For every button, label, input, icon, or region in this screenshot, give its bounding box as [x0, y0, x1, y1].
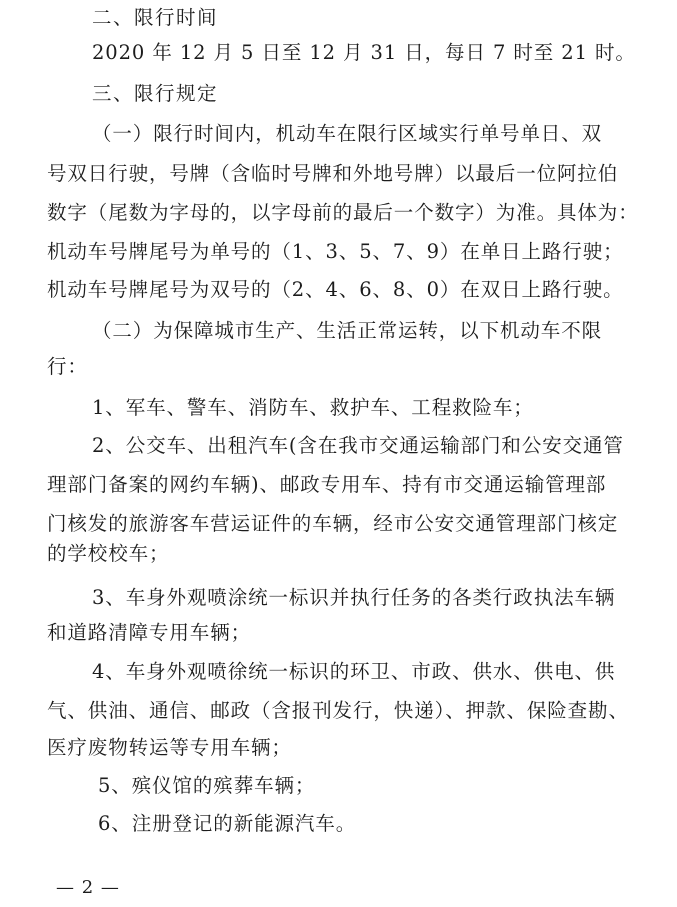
exemption-item-5: 5、殡仪馆的殡葬车辆； [98, 774, 316, 797]
exemption-item-2-line: 的学校校车； [47, 542, 170, 565]
exemption-intro-line: 行： [47, 355, 88, 378]
exemption-item-4-line: 4、车身外观喷徐统一标识的环卫、市政、供水、供电、供 [92, 660, 616, 683]
exemption-item-3-line: 3、车身外观喷涂统一标识并执行任务的各类行政执法车辆 [92, 586, 616, 609]
rule-paragraph-line: 数字（尾数为字母的，以字母前的最后一个数字）为准。具体为： [47, 201, 639, 224]
rule-paragraph-line: 号双日行驶，号牌（含临时号牌和外地号牌）以最后一位阿拉伯 [47, 162, 619, 185]
exemption-item-2-line: 2、公交车、出租汽车(含在我市交通运输部门和公安交通管 [92, 434, 624, 457]
exemption-item-2-line: 门核发的旅游客车营运证件的车辆，经市公安交通管理部门核定 [47, 512, 619, 535]
section-heading-limit-rules: 三、限行规定 [92, 82, 219, 105]
exemption-item-1: 1、军车、警车、消防车、救护车、工程救险车； [92, 396, 534, 419]
section-heading-limit-time: 二、限行时间 [92, 6, 219, 29]
rule-paragraph-line: （一）限行时间内，机动车在限行区域实行单号单日、双 [92, 122, 603, 145]
exemption-item-3-line: 和道路清障专用车辆； [47, 621, 252, 644]
rule-paragraph-line: 机动车号牌尾号为双号的（2、4、6、8、0）在双日上路行驶。 [47, 278, 624, 301]
exemption-item-4-line: 气、供油、通信、邮政（含报刊发行，快递）、押款、保险查勘、 [47, 699, 629, 722]
exemption-item-2-line: 理部门备案的网约车辆)、邮政专用车、持有市交通运输管理部 [47, 473, 607, 496]
exemption-intro-line: （二）为保障城市生产、生活正常运转，以下机动车不限 [92, 319, 603, 342]
limit-time-text: 2020 年 12 月 5 日至 12 月 31 日，每日 7 时至 21 时。 [92, 41, 636, 64]
page-number: — 2 — [56, 877, 120, 898]
exemption-item-4-line: 医疗废物转运等专用车辆； [47, 736, 292, 759]
exemption-item-6: 6、注册登记的新能源汽车。 [98, 812, 357, 835]
rule-paragraph-line: 机动车号牌尾号为单号的（1、3、5、7、9）在单日上路行驶； [47, 240, 624, 263]
